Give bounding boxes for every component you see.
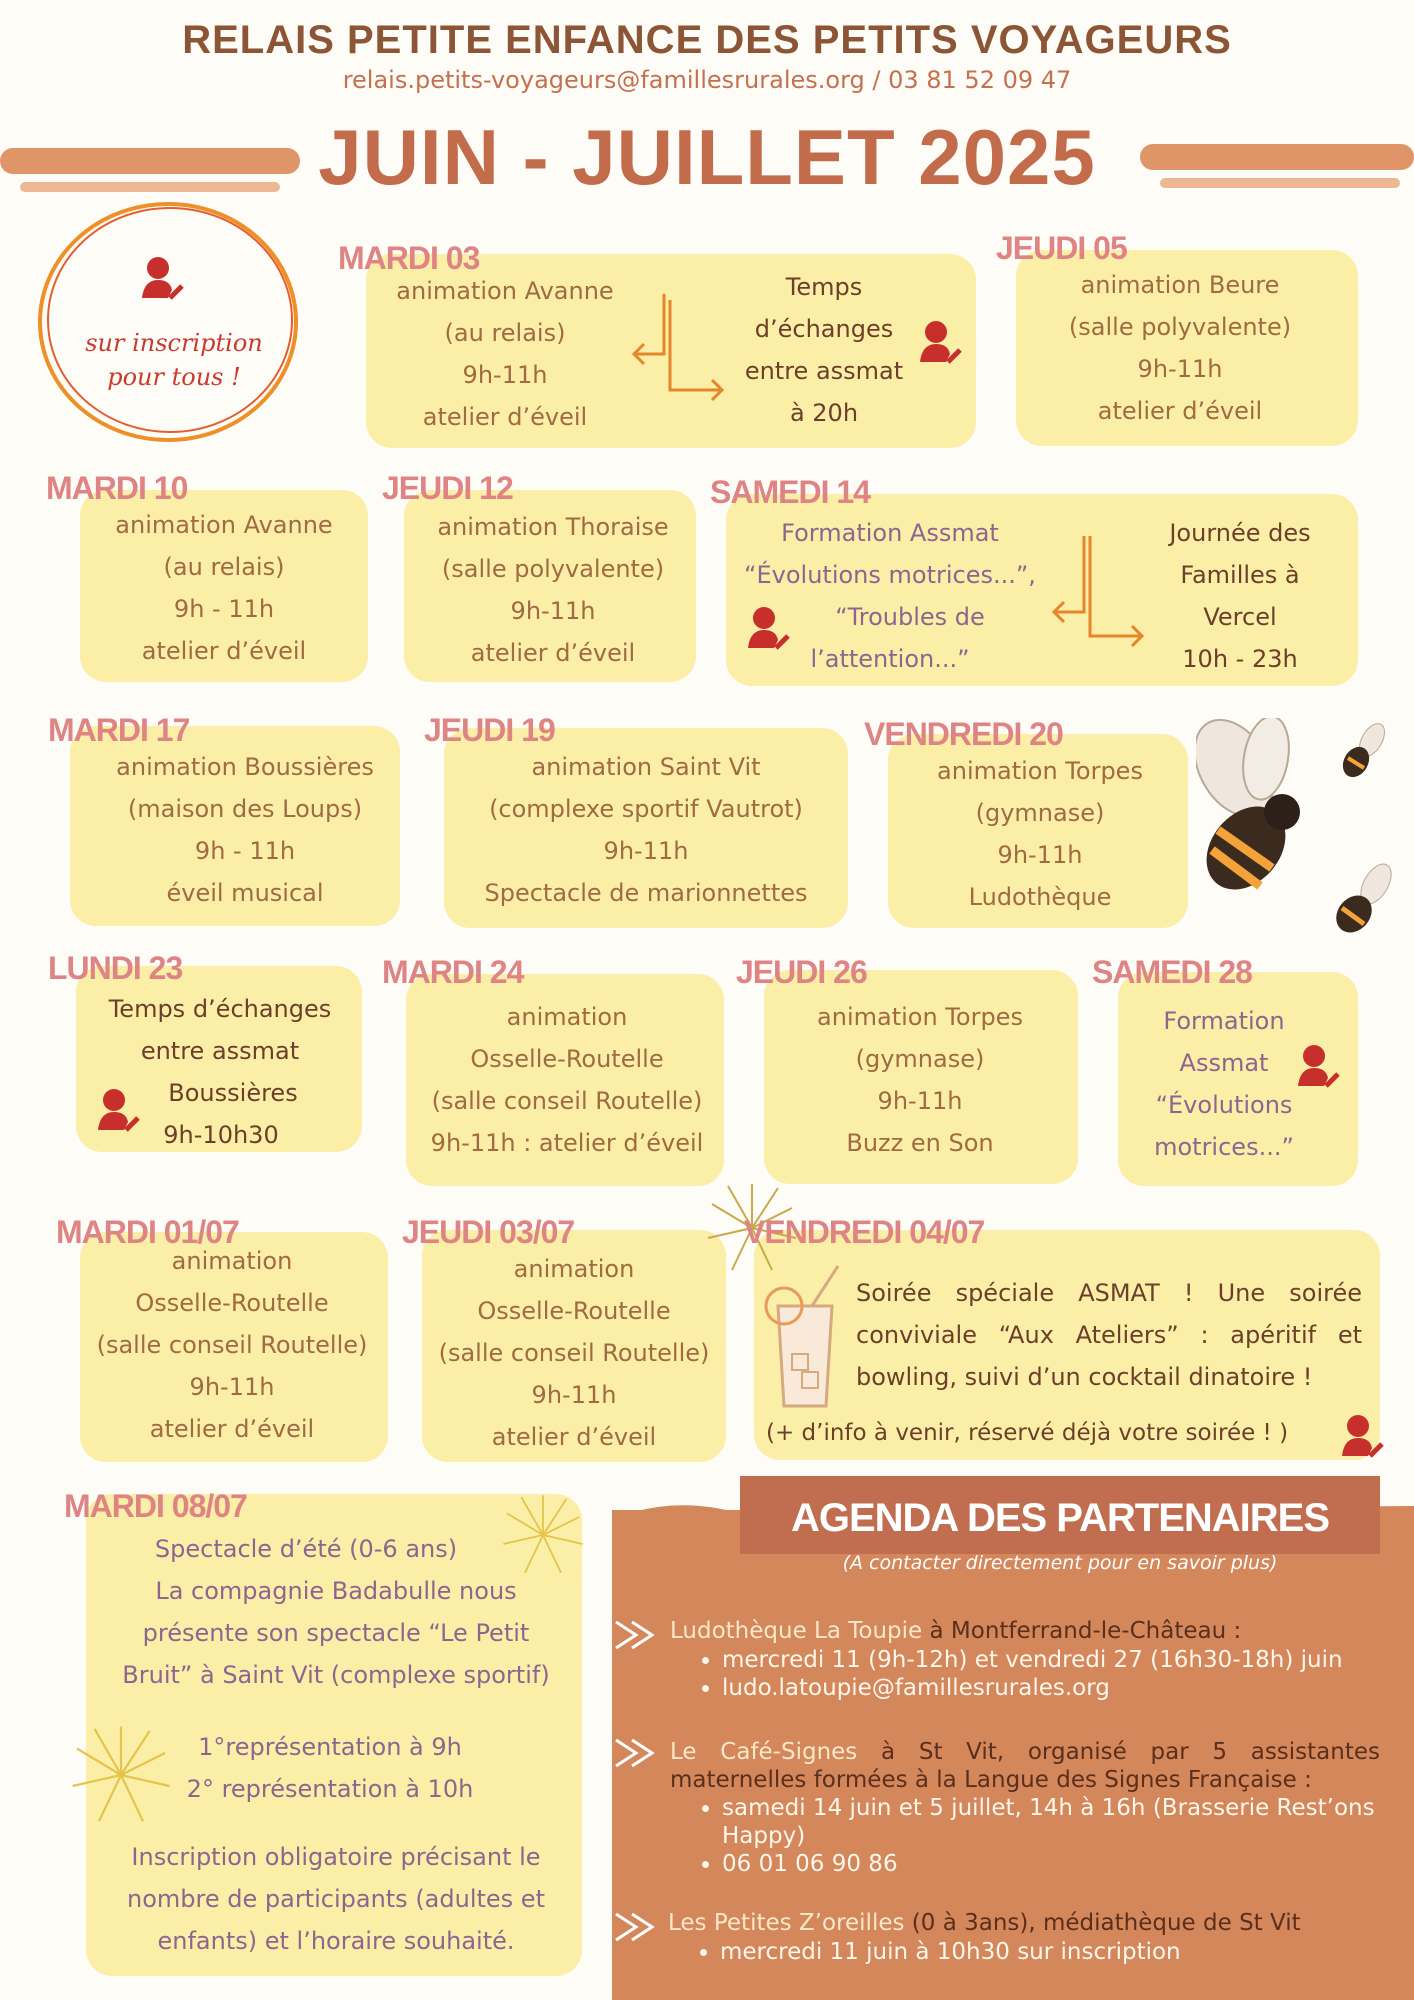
event-reps: 1°représentation à 9h 2° représentation à 10h xyxy=(186,1733,474,1803)
date-label: MARDI 17 xyxy=(48,712,190,748)
event-text: animation Thoraise (salle polyvalente) 9h-11h atelier d’éveil xyxy=(437,513,669,667)
event-text: Formation Assmat “Évolutions motrices...” xyxy=(1154,1007,1294,1161)
split-arrow-icon xyxy=(630,290,730,410)
person-edit-icon xyxy=(140,254,184,302)
event-text: animation Avanne (au relais) 9h-11h atelier d’éveil xyxy=(396,277,614,431)
agenda-title: AGENDA DES PARTENAIRES xyxy=(790,1496,1330,1540)
person-edit-icon xyxy=(96,1086,140,1134)
date-label: MARDI 24 xyxy=(382,954,524,990)
bees-illustration-icon xyxy=(1196,718,1396,958)
agenda-subtitle: (A contacter directement pour en savoir plus) xyxy=(842,1552,1278,1574)
event-text: animation Torpes (gymnase) 9h-11h Ludothèque xyxy=(937,757,1143,911)
event-text: Temps d’échanges entre assmat Boussières 9h-10h30 xyxy=(108,995,332,1149)
event-text: animation Avanne (au relais) 9h - 11h atelier d’éveil xyxy=(115,511,333,665)
month-heading: JUIN - JUILLET 2025 xyxy=(318,113,1096,201)
date-label: SAMEDI 14 xyxy=(710,474,870,510)
inscription-circle-icon xyxy=(32,196,304,448)
person-edit-icon xyxy=(1340,1412,1384,1460)
page-title: RELAIS PETITE ENFANCE DES PETITS VOYAGEURS xyxy=(182,18,1232,62)
event-text: animation Osselle-Routelle (salle conseil Routelle) 9h-11h atelier d’éveil xyxy=(96,1247,368,1443)
date-label: MARDI 03 xyxy=(338,240,480,276)
event-text: animation Beure (salle polyvalente) 9h-11h atelier d’éveil xyxy=(1068,271,1292,425)
event-text: Spectacle d’été (0-6 ans) La compagnie Badabulle nous présente son spectacle “Le Petit Bruit” à Saint Vit (complexe sportif) xyxy=(122,1535,550,1689)
contact-line: relais.petits-voyageurs@famillesrurales.org / 03 81 52 09 47 xyxy=(342,66,1072,94)
person-edit-icon xyxy=(746,604,790,652)
cocktail-glass-icon xyxy=(762,1262,848,1412)
person-edit-icon xyxy=(1296,1042,1340,1090)
date-label: JEUDI 26 xyxy=(736,954,867,990)
event-text: Formation Assmat “Évolutions motrices...”, “Troubles de l’attention...” xyxy=(744,519,1036,673)
event-text-right: Journée des Familles à Vercel 10h - 23h xyxy=(1169,519,1311,673)
date-label: LUNDI 23 xyxy=(48,950,183,986)
date-label: SAMEDI 28 xyxy=(1092,954,1252,990)
date-label: MARDI 10 xyxy=(46,470,188,506)
date-label: JEUDI 12 xyxy=(382,470,513,506)
inscription-note: sur inscription pour tous ! xyxy=(85,329,263,391)
play-arrow-icon xyxy=(614,1618,656,1652)
event-text: animation Osselle-Routelle (salle conseil Routelle) 9h-11h : atelier d’éveil xyxy=(430,1003,704,1157)
date-label: VENDREDI 20 xyxy=(864,716,1063,752)
person-edit-icon xyxy=(918,318,962,366)
play-arrow-icon xyxy=(614,1736,656,1770)
play-arrow-icon xyxy=(614,1910,656,1944)
date-label: JEUDI 19 xyxy=(424,712,555,748)
agenda-item: Le Café-Signes à St Vit, organisé par 5 assistantes maternelles formées à la Langue des Signes Française : • samedi 14 juin et 5 juillet, 14h à 16h (Brasserie Rest’ons Happy) • 06 01 06 90 86 xyxy=(670,1738,1380,1878)
event-text: animation Torpes (gymnase) 9h-11h Buzz en Son xyxy=(817,1003,1023,1157)
date-label: MARDI 01/07 xyxy=(56,1214,239,1250)
date-label: MARDI 08/07 xyxy=(64,1488,247,1524)
date-label: JEUDI 05 xyxy=(996,230,1127,266)
split-arrow-icon xyxy=(1050,532,1150,652)
event-text: animation Saint Vit (complexe sportif Vautrot) 9h-11h Spectacle de marionnettes xyxy=(484,753,808,907)
event-info: Inscription obligatoire précisant le nombre de participants (adultes et enfants) et l’horaire souhaité. xyxy=(127,1843,545,1955)
event-text: Soirée spéciale ASMAT ! Une soirée conviviale “Aux Ateliers” : apéritif et bowling, suivi d’un cocktail dinatoire ! xyxy=(856,1279,1362,1391)
event-note: (+ d’info à venir, réservé déjà votre soirée ! ) xyxy=(766,1420,1289,1446)
event-text: animation Boussières (maison des Loups) 9h - 11h éveil musical xyxy=(116,753,374,907)
agenda-item: Ludothèque La Toupie à Montferrand-le-Château : • mercredi 11 (9h-12h) et vendredi 27 (16h30-18h) juin • ludo.latoupie@famillesrurales.org xyxy=(670,1616,1390,1702)
date-label: VENDREDI 04/07 xyxy=(744,1214,985,1250)
agenda-item: Les Petites Z’oreilles (0 à 3ans), médiathèque de St Vit • mercredi 11 juin à 10h30 sur inscription xyxy=(668,1908,1388,1966)
event-text-right: Temps d’échanges entre assmat à 20h xyxy=(744,273,904,427)
event-text: animation Osselle-Routelle (salle conseil Routelle) 9h-11h atelier d’éveil xyxy=(438,1255,710,1451)
date-label: JEUDI 03/07 xyxy=(402,1214,575,1250)
